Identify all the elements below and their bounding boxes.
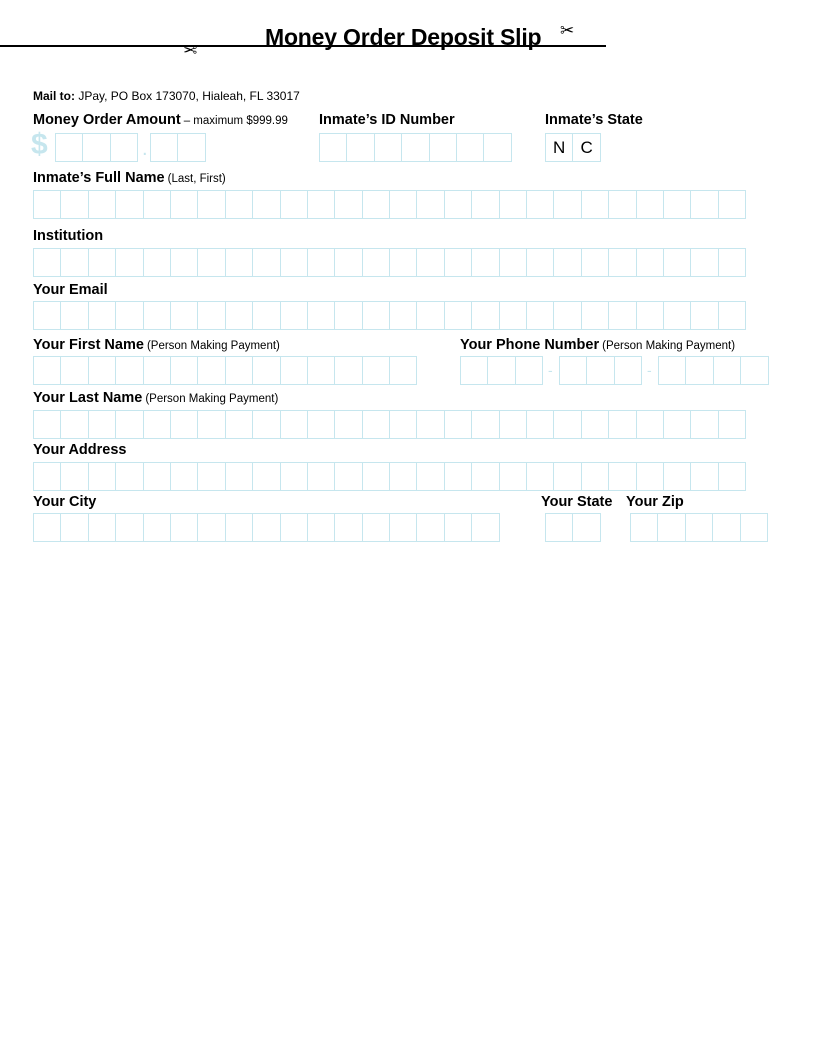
character-box[interactable]: [280, 248, 308, 277]
character-box[interactable]: [33, 410, 61, 439]
character-box[interactable]: [515, 356, 543, 385]
character-box[interactable]: [307, 462, 335, 491]
page-title: Money Order Deposit Slip: [265, 24, 542, 50]
character-box[interactable]: [559, 356, 587, 385]
character-box[interactable]: [471, 301, 499, 330]
character-box[interactable]: [713, 356, 741, 385]
character-box[interactable]: [608, 410, 636, 439]
character-box[interactable]: [581, 462, 609, 491]
character-box[interactable]: [416, 513, 444, 542]
character-box[interactable]: [334, 301, 362, 330]
character-box[interactable]: [88, 410, 116, 439]
state-label: Your State: [541, 494, 613, 510]
character-box[interactable]: [252, 462, 280, 491]
email-input[interactable]: [33, 301, 745, 330]
character-box[interactable]: [416, 410, 444, 439]
inmate-name-label: Inmate’s Full Name (Last, First): [33, 170, 226, 186]
character-box[interactable]: [60, 356, 88, 385]
character-box[interactable]: [586, 356, 614, 385]
character-box[interactable]: [225, 356, 253, 385]
character-box[interactable]: [444, 462, 472, 491]
inmate-name-input[interactable]: [33, 190, 745, 219]
character-box[interactable]: [630, 513, 658, 542]
inmate-state-input[interactable]: [545, 133, 600, 162]
inmate-name-note: (Last, First): [167, 173, 226, 185]
character-box[interactable]: [60, 301, 88, 330]
character-box[interactable]: [581, 248, 609, 277]
character-box[interactable]: [307, 513, 335, 542]
character-box[interactable]: [170, 248, 198, 277]
character-box[interactable]: [685, 356, 713, 385]
character-box[interactable]: [280, 462, 308, 491]
character-box[interactable]: [608, 301, 636, 330]
character-box[interactable]: [170, 356, 198, 385]
character-box[interactable]: [718, 190, 746, 219]
character-box[interactable]: [389, 301, 417, 330]
character-box[interactable]: [526, 190, 554, 219]
character-box[interactable]: [115, 513, 143, 542]
character-box[interactable]: [252, 410, 280, 439]
character-box[interactable]: [690, 410, 718, 439]
character-box[interactable]: [143, 462, 171, 491]
character-box[interactable]: [444, 190, 472, 219]
character-box[interactable]: [334, 513, 362, 542]
character-box[interactable]: [60, 462, 88, 491]
phone-separator: -: [548, 362, 553, 378]
phone-note: (Person Making Payment): [602, 340, 736, 352]
character-box[interactable]: [553, 410, 581, 439]
character-box[interactable]: [252, 513, 280, 542]
last-name-label: Your Last Name (Person Making Payment): [33, 390, 279, 406]
institution-input[interactable]: [33, 248, 745, 277]
character-box[interactable]: [389, 190, 417, 219]
scissors-icon: ✂: [560, 21, 575, 40]
last-name-input[interactable]: [33, 410, 745, 439]
character-box[interactable]: [416, 190, 444, 219]
character-box[interactable]: [444, 410, 472, 439]
character-box[interactable]: [362, 248, 390, 277]
character-box[interactable]: [657, 513, 685, 542]
dollar-sign: $: [31, 128, 48, 161]
character-box[interactable]: [88, 356, 116, 385]
character-box[interactable]: [663, 462, 691, 491]
inmate-state-label: Inmate’s State: [545, 112, 643, 128]
character-box[interactable]: [60, 513, 88, 542]
character-box[interactable]: [170, 410, 198, 439]
character-box[interactable]: [416, 462, 444, 491]
character-box[interactable]: [718, 410, 746, 439]
character-box[interactable]: [307, 190, 335, 219]
character-box[interactable]: [663, 410, 691, 439]
character-box[interactable]: [499, 301, 527, 330]
character-box[interactable]: [197, 410, 225, 439]
character-box[interactable]: [334, 190, 362, 219]
character-box[interactable]: [280, 513, 308, 542]
character-box[interactable]: [197, 356, 225, 385]
first-name-label: Your First Name (Person Making Payment): [33, 337, 280, 353]
character-box[interactable]: [581, 301, 609, 330]
character-box[interactable]: [553, 301, 581, 330]
amount-digit-box[interactable]: [55, 133, 83, 162]
first-name-note: (Person Making Payment): [146, 340, 280, 352]
character-box[interactable]: [416, 301, 444, 330]
character-box[interactable]: [307, 410, 335, 439]
character-box[interactable]: [471, 248, 499, 277]
amount-input[interactable]: [55, 133, 137, 162]
character-box[interactable]: [444, 301, 472, 330]
first-name-input[interactable]: [33, 356, 416, 385]
character-box[interactable]: [374, 133, 402, 162]
character-box[interactable]: [663, 248, 691, 277]
character-box[interactable]: [362, 301, 390, 330]
inmate-id-input[interactable]: [319, 133, 511, 162]
character-box[interactable]: [225, 301, 253, 330]
character-box[interactable]: [60, 248, 88, 277]
character-box[interactable]: [636, 462, 664, 491]
phone-area-input[interactable]: [460, 356, 542, 385]
character-box[interactable]: [389, 248, 417, 277]
character-box[interactable]: [225, 410, 253, 439]
email-label: Your Email: [33, 282, 108, 298]
character-box[interactable]: [690, 301, 718, 330]
character-box[interactable]: [252, 248, 280, 277]
character-box[interactable]: [252, 301, 280, 330]
character-box[interactable]: [581, 410, 609, 439]
character-box[interactable]: [362, 410, 390, 439]
character-box[interactable]: [526, 301, 554, 330]
character-box[interactable]: [197, 190, 225, 219]
phone-separator: -: [647, 362, 652, 378]
inmate-id-label: Inmate’s ID Number: [319, 112, 455, 128]
character-box[interactable]: [197, 301, 225, 330]
city-input[interactable]: [33, 513, 499, 542]
character-box[interactable]: [88, 190, 116, 219]
inmate-state-char[interactable]: N: [545, 133, 573, 162]
mail-to-address: JPay, PO Box 173070, Hialeah, FL 33017: [78, 89, 300, 103]
character-box[interactable]: [608, 462, 636, 491]
character-box[interactable]: [636, 301, 664, 330]
character-box[interactable]: [115, 190, 143, 219]
character-box[interactable]: [718, 248, 746, 277]
phone-prefix-input[interactable]: [559, 356, 641, 385]
address-label: Your Address: [33, 442, 127, 458]
character-box[interactable]: [88, 513, 116, 542]
zip-label: Your Zip: [626, 494, 684, 510]
character-box[interactable]: [460, 356, 488, 385]
character-box[interactable]: [88, 462, 116, 491]
character-box[interactable]: [389, 410, 417, 439]
character-box[interactable]: [389, 356, 417, 385]
character-box[interactable]: [143, 356, 171, 385]
amount-digit-box[interactable]: [110, 133, 138, 162]
character-box[interactable]: [545, 513, 573, 542]
character-box[interactable]: [608, 248, 636, 277]
character-box[interactable]: [663, 190, 691, 219]
character-box[interactable]: [225, 248, 253, 277]
phone-line-input[interactable]: [658, 356, 768, 385]
character-box[interactable]: [307, 301, 335, 330]
amount-label: Money Order Amount – maximum $999.99: [33, 112, 288, 128]
character-box[interactable]: [499, 190, 527, 219]
address-input[interactable]: [33, 462, 745, 491]
character-box[interactable]: [685, 513, 713, 542]
character-box[interactable]: [334, 410, 362, 439]
institution-label: Institution: [33, 228, 104, 244]
character-box[interactable]: [572, 513, 600, 542]
character-box[interactable]: [471, 410, 499, 439]
character-box[interactable]: [690, 462, 718, 491]
decimal-point: .: [142, 138, 148, 160]
character-box[interactable]: [225, 462, 253, 491]
character-box[interactable]: [88, 248, 116, 277]
character-box[interactable]: [389, 513, 417, 542]
character-box[interactable]: [115, 462, 143, 491]
character-box[interactable]: [33, 513, 61, 542]
character-box[interactable]: [115, 248, 143, 277]
character-box[interactable]: [636, 248, 664, 277]
character-box[interactable]: [197, 462, 225, 491]
character-box[interactable]: [33, 248, 61, 277]
character-box[interactable]: [170, 513, 198, 542]
character-box[interactable]: [663, 301, 691, 330]
character-box[interactable]: [553, 190, 581, 219]
amount-digit-box[interactable]: [150, 133, 178, 162]
character-box[interactable]: [115, 410, 143, 439]
character-box[interactable]: [280, 356, 308, 385]
character-box[interactable]: [334, 462, 362, 491]
mail-to-line: [33, 89, 300, 103]
character-box[interactable]: [526, 410, 554, 439]
character-box[interactable]: [401, 133, 429, 162]
character-box[interactable]: [225, 513, 253, 542]
state-input[interactable]: [545, 513, 600, 542]
cut-line: [0, 45, 606, 47]
character-box[interactable]: [690, 190, 718, 219]
character-box[interactable]: [334, 248, 362, 277]
character-box[interactable]: [690, 248, 718, 277]
character-box[interactable]: [115, 301, 143, 330]
character-box[interactable]: [143, 301, 171, 330]
character-box[interactable]: [143, 410, 171, 439]
character-box[interactable]: [526, 248, 554, 277]
amount-cents-input[interactable]: [150, 133, 205, 162]
character-box[interactable]: [362, 462, 390, 491]
character-box[interactable]: [252, 356, 280, 385]
character-box[interactable]: [33, 356, 61, 385]
scissors-icon: ✂: [183, 41, 198, 60]
amount-note: – maximum $999.99: [183, 115, 288, 127]
character-box[interactable]: [280, 301, 308, 330]
character-box[interactable]: [143, 190, 171, 219]
inmate-state-char[interactable]: C: [572, 133, 600, 162]
character-box[interactable]: [307, 248, 335, 277]
character-box[interactable]: [718, 301, 746, 330]
character-box[interactable]: [740, 513, 768, 542]
character-box[interactable]: [636, 410, 664, 439]
character-box[interactable]: [33, 462, 61, 491]
character-box[interactable]: [499, 410, 527, 439]
character-box[interactable]: [553, 462, 581, 491]
character-box[interactable]: [614, 356, 642, 385]
character-box[interactable]: [499, 248, 527, 277]
character-box[interactable]: [362, 513, 390, 542]
character-box[interactable]: [712, 513, 740, 542]
character-box[interactable]: [33, 301, 61, 330]
character-box[interactable]: [280, 410, 308, 439]
character-box[interactable]: [346, 133, 374, 162]
character-box[interactable]: [143, 513, 171, 542]
last-name-note: (Person Making Payment): [145, 393, 279, 405]
character-box[interactable]: [197, 248, 225, 277]
character-box[interactable]: [499, 462, 527, 491]
city-label: Your City: [33, 494, 97, 510]
character-box[interactable]: [456, 133, 484, 162]
character-box[interactable]: [362, 190, 390, 219]
character-box[interactable]: [334, 356, 362, 385]
character-box[interactable]: [526, 462, 554, 491]
character-box[interactable]: [444, 248, 472, 277]
character-box[interactable]: [608, 190, 636, 219]
character-box[interactable]: [483, 133, 511, 162]
character-box[interactable]: [170, 190, 198, 219]
character-box[interactable]: [444, 513, 472, 542]
character-box[interactable]: [471, 462, 499, 491]
character-box[interactable]: [170, 462, 198, 491]
zip-input[interactable]: [630, 513, 767, 542]
character-box[interactable]: [319, 133, 347, 162]
character-box[interactable]: [471, 513, 499, 542]
mail-to-label: Mail to:: [33, 89, 75, 103]
character-box[interactable]: [225, 190, 253, 219]
character-box[interactable]: [60, 190, 88, 219]
character-box[interactable]: [170, 301, 198, 330]
character-box[interactable]: [658, 356, 686, 385]
character-box[interactable]: [389, 462, 417, 491]
character-box[interactable]: [581, 190, 609, 219]
amount-digit-box[interactable]: [177, 133, 205, 162]
character-box[interactable]: [740, 356, 768, 385]
character-box[interactable]: [143, 248, 171, 277]
character-box[interactable]: [487, 356, 515, 385]
character-box[interactable]: [429, 133, 457, 162]
character-box[interactable]: [362, 356, 390, 385]
character-box[interactable]: [416, 248, 444, 277]
character-box[interactable]: [718, 462, 746, 491]
character-box[interactable]: [553, 248, 581, 277]
character-box[interactable]: [307, 356, 335, 385]
character-box[interactable]: [115, 356, 143, 385]
character-box[interactable]: [636, 190, 664, 219]
character-box[interactable]: [280, 190, 308, 219]
character-box[interactable]: [88, 301, 116, 330]
character-box[interactable]: [252, 190, 280, 219]
character-box[interactable]: [197, 513, 225, 542]
phone-label: Your Phone Number (Person Making Payment): [460, 337, 736, 353]
character-box[interactable]: [60, 410, 88, 439]
character-box[interactable]: [471, 190, 499, 219]
amount-digit-box[interactable]: [82, 133, 110, 162]
character-box[interactable]: [33, 190, 61, 219]
